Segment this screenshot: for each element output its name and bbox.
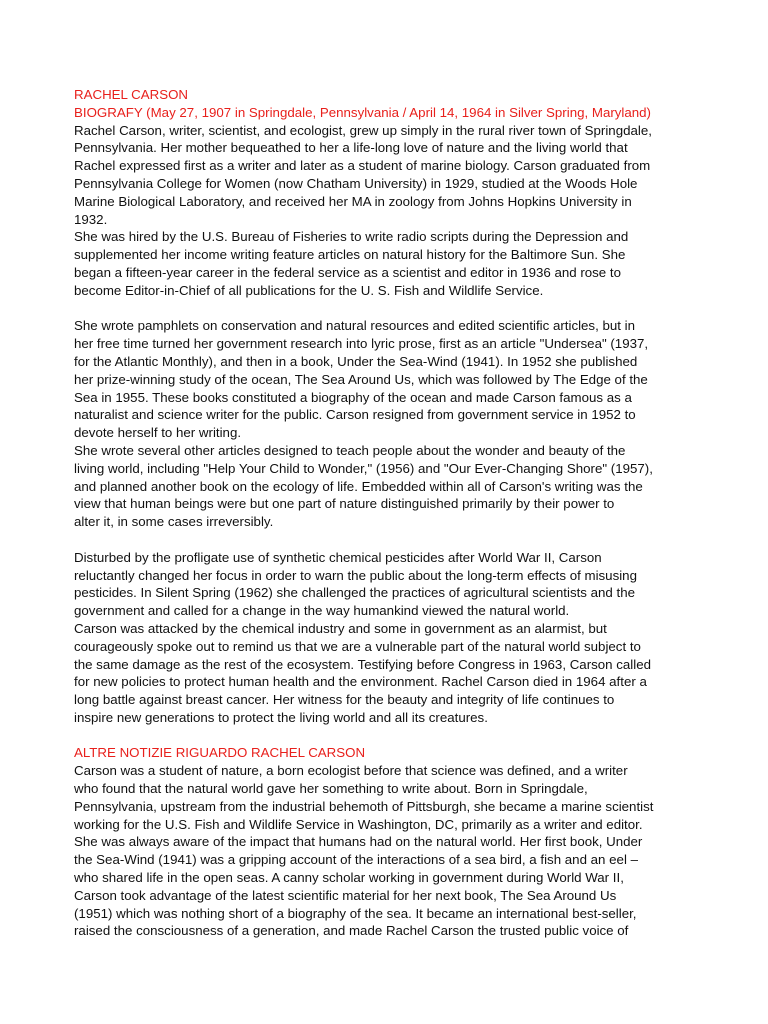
section-other-notes [74, 762, 704, 940]
paragraph-line: alter it, in some cases irreversibly. [74, 514, 274, 530]
paragraph-line: She was hired by the U.S. Bureau of Fisheries to write radio scripts during the Depression and [74, 229, 629, 245]
paragraph-line: Carson was a student of nature, a born ecologist before that science was defined, and a writer [74, 763, 628, 779]
paragraph-line: devote herself to her writing. [74, 425, 242, 441]
paragraph-line: She wrote pamphlets on conservation and natural resources and edited scientific articles, but in [74, 318, 636, 334]
section-biography-part2 [74, 317, 704, 531]
paragraph-spacer [74, 531, 704, 549]
paragraph-line: the Sea-Wind (1941) was a gripping account of the interactions of a sea bird, a fish and an eel – [74, 852, 638, 868]
paragraph-line: naturalist and science writer for the public. Carson resigned from government service in 1952 to [74, 407, 636, 423]
paragraph-line: began a fifteen-year career in the federal service as a scientist and editor in 1936 and rose to [74, 264, 621, 280]
document-subtitle: BIOGRAFY (May 27, 1907 in Springdale, Pennsylvania / April 14, 1964 in Silver Spring, Maryland) [74, 104, 651, 120]
paragraph-line: Rachel expressed first as a writer and later as a student of marine biology. Carson graduated from [74, 158, 651, 174]
paragraph-line: become Editor-in-Chief of all publications for the U. S. Fish and Wildlife Service. [74, 282, 544, 298]
document-title: RACHEL CARSON [74, 87, 189, 102]
paragraph-line: view that human beings were but one part of nature distinguished primarily by their power to [74, 496, 615, 512]
section-heading: ALTRE NOTIZIE RIGUARDO RACHEL CARSON [74, 745, 366, 761]
paragraph-line: for the Atlantic Monthly), and then in a book, Under the Sea-Wind (1941). In 1952 she published [74, 353, 638, 369]
paragraph-line: supplemented her income writing feature articles on natural history for the Baltimore Sun. She [74, 247, 626, 263]
paragraph-line: She was always aware of the impact that humans had on the natural world. Her first book, Under [74, 834, 643, 850]
section-biography-part1 [74, 122, 704, 300]
section-biography-part3 [74, 549, 704, 727]
paragraph-line: raised the consciousness of a generation, and made Rachel Carson the trusted public voice of [74, 923, 629, 939]
paragraph-spacer [74, 727, 704, 745]
paragraph-line: Pennsylvania College for Women (now Chatham University) in 1929, studied at the Woods Hole [74, 175, 638, 191]
paragraph-line: Disturbed by the profligate use of synthetic chemical pesticides after World War II, Carson [74, 549, 602, 565]
paragraph-line: Rachel Carson, writer, scientist, and ecologist, grew up simply in the rural river town of Springdale, [74, 122, 652, 138]
paragraph-line: Sea in 1955. These books constituted a biography of the ocean and made Carson famous as a [74, 389, 632, 405]
paragraph-line: her free time turned her government research into lyric prose, first as an article "Undersea" (1937, [74, 336, 649, 352]
paragraph-line: 1932. [74, 211, 108, 227]
paragraph-spacer [74, 300, 704, 318]
paragraph-line: Carson took advantage of the latest scientific material for her next book, The Sea Around Us [74, 887, 617, 903]
paragraph-line: living world, including "Help Your Child to Wonder," (1956) and "Our Ever-Changing Shore" (1957), [74, 460, 653, 476]
paragraph-line: She wrote several other articles designed to teach people about the wonder and beauty of the [74, 442, 626, 458]
paragraph-line: reluctantly changed her focus in order to warn the public about the long-term effects of misusing [74, 567, 637, 583]
paragraph-line: government and called for a change in the way humankind viewed the natural world. [74, 603, 570, 619]
paragraph-line: Carson was attacked by the chemical industry and some in government as an alarmist, but [74, 620, 607, 636]
paragraph-line: (1951) which was nothing short of a biography of the sea. It became an international best-seller, [74, 905, 637, 921]
paragraph-line: courageously spoke out to remind us that we are a vulnerable part of the natural world subject to [74, 638, 641, 654]
paragraph-line: pesticides. In Silent Spring (1962) she challenged the practices of agricultural scientists and the [74, 585, 636, 601]
paragraph-line: the same damage as the rest of the ecosystem. Testifying before Congress in 1963, Carson called [74, 656, 652, 672]
paragraph-line: Pennsylvania, upstream from the industrial behemoth of Pittsburgh, she became a marine scientist [74, 798, 654, 814]
paragraph-line: long battle against breast cancer. Her witness for the beauty and integrity of life continues to [74, 692, 615, 708]
paragraph-line: Pennsylvania. Her mother bequeathed to her a life-long love of nature and the living world that [74, 140, 628, 156]
paragraph-line: her prize-winning study of the ocean, The Sea Around Us, which was followed by The Edge of the [74, 371, 648, 387]
paragraph-line: who found that the natural world gave her something to write about. Born in Springdale, [74, 781, 588, 797]
document-page [74, 86, 704, 940]
paragraph-line: for new policies to protect human health and the environment. Rachel Carson died in 1964 after a [74, 674, 647, 690]
paragraph-line: working for the U.S. Fish and Wildlife Service in Washington, DC, primarily as a writer and editor. [74, 816, 643, 832]
paragraph-line: and planned another book on the ecology of life. Embedded within all of Carson's writing was the [74, 478, 643, 494]
paragraph-line: Marine Biological Laboratory, and received her MA in zoology from Johns Hopkins University in [74, 193, 632, 209]
paragraph-line: inspire new generations to protect the living world and all its creatures. [74, 709, 488, 725]
paragraph-line: who shared life in the open seas. A canny scholar working in government during World War II, [74, 870, 624, 886]
